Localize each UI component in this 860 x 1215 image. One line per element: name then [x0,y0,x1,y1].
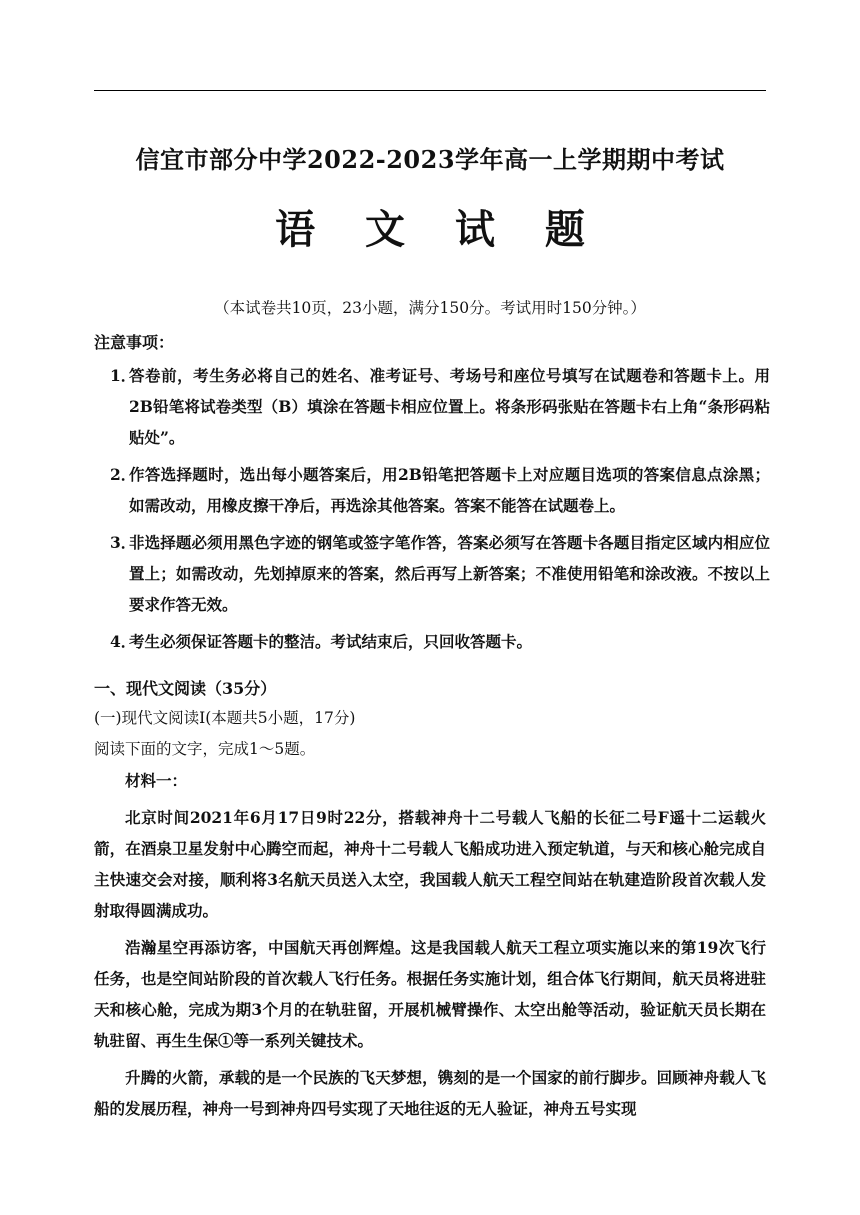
instruction-item [110,459,770,521]
instruction-number: 2． [110,465,137,484]
passage-paragraph: 北京时间2021年6月17日9时22分，搭载神舟十二号载人飞船的长征二号F遥十二运载火箭，在酒泉卫星发射中心腾空而起，神舟十二号载人飞船成功进入预定轨道，与天和核心舱完成自主快速交会对接，顺利将3名航天员送入太空，我国载人航天工程空间站在轨建造阶段首次载人发射取得圆满成功。 [94,808,766,920]
instruction-text: 答卷前，考生务必将自己的姓名、准考证号、考场号和座位号填写在试题卷和答题卡上。用2B铅笔将试卷类型（B）填涂在答题卡相应位置上。将条形码张贴在答题卡右上角“条形码粘贴处”。 [129,366,770,447]
instruction-item [110,527,770,620]
instructions-heading: 注意事项： [94,333,175,352]
reading-passage [94,703,766,1130]
exam-title: 信宜市部分中学2022-2023学年高一上学期期中考试 [135,145,725,174]
instruction-text: 非选择题必须用黑色字迹的钢笔或签字笔作答，答案必须写在答题卡各题目指定区域内相应位置上；如需改动，先划掉原来的答案，然后再写上新答案；不准使用铅笔和涂改液。不按以上要求作答无效。 [129,533,770,614]
passage-paragraph: 升腾的火箭，承载的是一个民族的飞天梦想，镌刻的是一个国家的前行脚步。回顾神舟载人飞船的发展历程，神舟一号到神舟四号实现了天地往返的无人验证，神舟五号实现 [94,1068,766,1118]
reading-directive: 阅读下面的文字，完成1～5题。 [94,740,316,758]
instruction-item [110,360,770,453]
passage-paragraph: 浩瀚星空再添访客，中国航天再创辉煌。这是我国载人航天工程立项实施以来的第19次飞行任务，也是空间站阶段的首次载人飞行任务。根据任务实施计划，组合体飞行期间，航天员将进驻天和核心舱，完成为期3个月的在轨驻留，开展机械臂操作、太空出舱等活动，验证航天员长期在轨驻留、再生生保①等一系列关键技术。 [94,938,766,1050]
exam-note: （本试卷共10页，23小题，满分150分。考试用时150分钟。） [214,299,646,317]
subsection-title: (一)现代文阅读Ⅰ(本题共5小题，17分) [94,709,356,727]
instruction-number: 1． [110,366,137,385]
instruction-text: 考生必须保证答题卡的整洁。考试结束后，只回收答题卡。 [129,632,533,651]
instruction-number: 3． [110,533,137,552]
top-rule [94,90,766,91]
instruction-number: 4． [110,632,137,651]
material-label: 材料一： [125,771,188,790]
instruction-text: 作答选择题时，选出每小题答案后，用2B铅笔把答题卡上对应题目选项的答案信息点涂黑；如需改动，用橡皮擦干净后，再选涂其他答案。答案不能答在试题卷上。 [129,465,770,515]
section-title: 一、现代文阅读（35分） [94,679,277,698]
subject-title: 语 文 试 题 [275,206,603,253]
instructions-list [110,360,770,663]
instruction-item [110,626,770,657]
